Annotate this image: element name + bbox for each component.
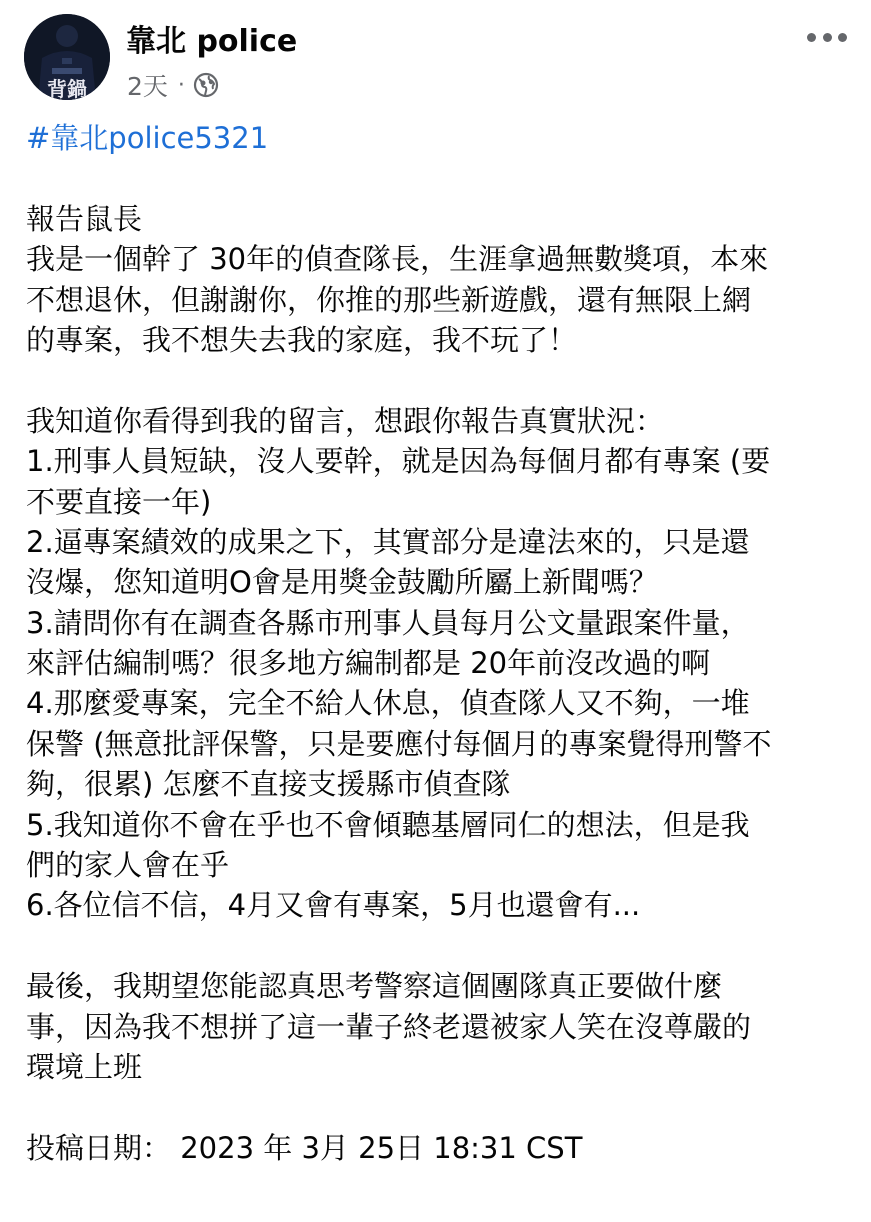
author-name[interactable]: 靠北 police: [126, 24, 298, 59]
post-text-line: 6.各位信不信，4月又會有專案，5月也還會有...: [26, 888, 641, 923]
post-text-line: 沒爆，您知道明O會是用獎金鼓勵所屬上新聞嗎？: [26, 565, 658, 600]
post-text-line: 我是一個幹了 30年的偵查隊長，生涯拿過無數獎項，本來: [26, 242, 769, 277]
avatar-image: [24, 14, 110, 100]
post-text-line: 我知道你看得到我的留言，想跟你報告真實狀況：: [26, 403, 665, 438]
post-text-line: 不要直接一年): [26, 484, 212, 519]
more-dot-icon: [838, 33, 847, 42]
post-text-line: 事，因為我不想拼了這一輩子終老還被家人笑在沒尊嚴的: [26, 1009, 752, 1044]
post-text-line: [26, 360, 856, 400]
post-text-line: 的專案，我不想失去我的家庭，我不玩了！: [26, 322, 578, 357]
post-time[interactable]: 2天: [127, 72, 168, 101]
post-text-line: [26, 926, 856, 966]
post-text-line: 不想退休，但謝謝你，你推的那些新遊戲，還有無限上網: [26, 282, 752, 317]
more-dot-icon: [823, 33, 832, 42]
post-text-line: 來評估編制嗎？很多地方編制都是 20年前沒改過的啊: [26, 646, 711, 681]
post-text-line: 最後，我期望您能認真思考警察這個團隊真正要做什麼: [26, 969, 723, 1004]
post-text-line: 報告鼠長: [26, 201, 143, 236]
post-text-line: 2.逼專案績效的成果之下，其實部分是違法來的，只是還: [26, 524, 750, 559]
post-text-line: [26, 1087, 856, 1127]
post-text-line: 保警 (無意批評保警，只是要應付每個月的專案覺得刑警不: [26, 726, 772, 761]
post-header: [0, 0, 871, 110]
post-text-line: 1.刑事人員短缺，沒人要幹，就是因為每個月都有專案 (要: [26, 444, 771, 479]
globe-icon[interactable]: [193, 72, 219, 98]
post-date-line: 投稿日期： 2023 年 3月 25日 18:31 CST: [26, 1130, 583, 1165]
post-text-line: 3.請問你有在調查各縣市刑事人員每月公文量跟案件量，: [26, 605, 750, 640]
hashtag-link[interactable]: #靠北police5321: [26, 121, 269, 155]
more-options-button[interactable]: [807, 24, 847, 50]
post-text-line: 5.我知道你不會在乎也不會傾聽基層同仁的想法，但是我: [26, 807, 750, 842]
avatar[interactable]: [24, 14, 110, 100]
more-dot-icon: [807, 33, 816, 42]
meta-separator: ·: [177, 72, 185, 98]
post-meta: [127, 68, 219, 102]
post-text-line: [26, 158, 856, 198]
post-text-line: 們的家人會在乎: [26, 848, 230, 883]
post-text-line: 夠，很累) 怎麼不直接支援縣市偵查隊: [26, 767, 511, 802]
avatar-logo-text: 背鍋: [47, 77, 87, 100]
post-body: [26, 118, 856, 1168]
post-text-line: 4.那麼愛專案，完全不給人休息，偵查隊人又不夠，一堆: [26, 686, 750, 721]
post-text-line: 環境上班: [26, 1049, 143, 1084]
